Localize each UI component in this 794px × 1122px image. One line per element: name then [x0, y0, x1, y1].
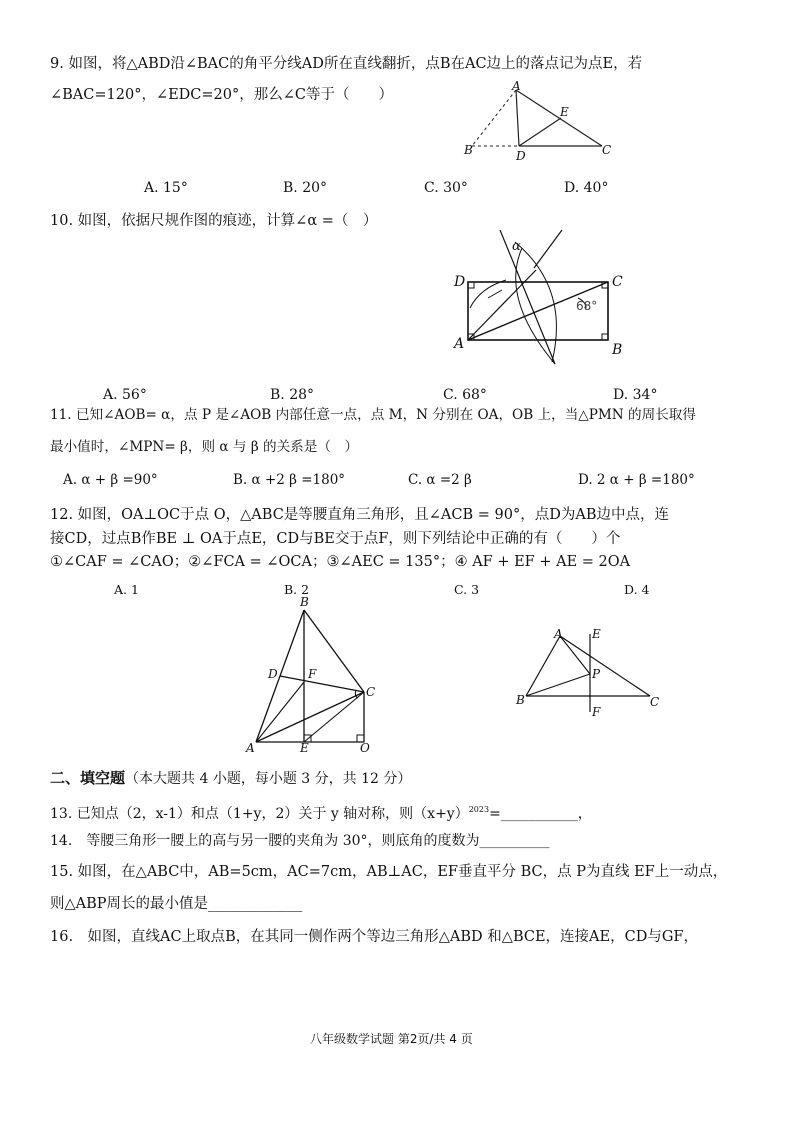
page-footer: 八年级数学试题 第2页/共 4 页 — [310, 1032, 473, 1046]
q9-seg-de — [519, 118, 561, 146]
q13-line — [50, 801, 592, 823]
q10-bisector — [468, 270, 536, 340]
q12-seg-ec — [304, 692, 364, 742]
q9-line1: 9. 如图，将△ABD沿∠BAC的角平分线AD所在直线翻折，点B在AC边上的落点记为点E，若 — [50, 56, 643, 72]
q12-line1: 12. 如图，OA⊥OC于点 O，△ABC是等腰直角三角形，且∠ACB = 90°，点D为AB边中点，连 — [50, 507, 669, 523]
q10-option-b: B. 28° — [270, 387, 315, 403]
q9-label-b: B — [464, 143, 473, 157]
q11-line2: 最小值时，∠MPN= β，则 α 与 β 的关系是（ ） — [50, 439, 359, 455]
q9-label-a: A — [512, 79, 521, 93]
q15-line1: 15. 如图，在△ABC中，AB=5cm，AC=7cm，AB⊥AC，EF垂直平分 BC，点 P为直线 EF上一动点， — [50, 864, 728, 880]
q15-seg-ap — [560, 636, 590, 674]
q12-label-e: E — [300, 741, 309, 755]
q13-text: 13. 已知点（2，x-1）和点（1+y，2）关于 y 轴对称，则（x+y） — [50, 806, 469, 822]
q10-figure — [450, 228, 640, 368]
q15-seg-ac — [560, 636, 650, 696]
q10-label-b: B — [612, 342, 623, 358]
q14-line: 14. 等腰三角形一腰上的高与另一腰的夹角为 30°，则底角的度数为__________ — [50, 833, 550, 849]
q9-option-b: B. 20° — [283, 180, 328, 196]
q10-option-a: A. 56° — [103, 387, 147, 403]
q15-label-a: A — [554, 627, 563, 641]
q10-arc-a — [470, 280, 506, 308]
q10-option-c: C. 68° — [443, 387, 487, 403]
q9-figure — [462, 80, 612, 162]
q11-option-b: B. α +2 β =180° — [233, 472, 346, 488]
q12-label-o: O — [360, 741, 370, 755]
q11-option-d: D. 2 α + β =180° — [578, 472, 695, 488]
q15-label-e: E — [592, 627, 601, 641]
q12-option-d: D. 4 — [624, 582, 650, 597]
q9-option-c: C. 30° — [424, 180, 468, 196]
q9-line2: ∠BAC=120°，∠EDC=20°，那么∠C等于（ ） — [50, 87, 393, 103]
section-desc: （本大题共 4 小题，每小题 3 分，共 12 分） — [125, 771, 412, 787]
q10-label-alpha: α — [512, 239, 521, 254]
q13-exponent: 2023 — [468, 805, 490, 814]
q9-option-a: A. 15° — [144, 180, 188, 196]
section-title: 二、填空题 — [50, 769, 126, 787]
q15-label-c: C — [650, 695, 660, 709]
q15-figure — [512, 624, 662, 720]
q9-label-e: E — [560, 105, 569, 119]
q11-option-c: C. α =2 β — [408, 472, 472, 488]
q10-label-c: C — [612, 274, 623, 290]
q12-option-b: B. 2 — [284, 582, 310, 597]
q9-seg-ab — [472, 90, 516, 146]
q12-option-a: A. 1 — [114, 582, 139, 597]
q12-label-f: F — [308, 667, 317, 681]
q12-line3: ①∠CAF = ∠CAO；②∠FCA = ∠OCA；③∠AEC = 135°；④ AF + EF + AE = 2OA — [50, 554, 631, 570]
q13-tail: =___________， — [489, 806, 592, 822]
q12-label-d: D — [268, 667, 278, 681]
q15-seg-bp — [526, 674, 590, 696]
q12-label-b: B — [300, 595, 309, 609]
q12-label-a: A — [246, 741, 255, 755]
q10-line1: 10. 如图，依据尺规作图的痕迹，计算∠α =（ ） — [50, 213, 378, 229]
q10-label-a: A — [454, 336, 465, 352]
q11-option-a: A. α + β =90° — [63, 472, 158, 488]
q10-label-d: D — [454, 274, 466, 290]
q9-seg-ad — [516, 90, 519, 146]
q12-option-c: C. 3 — [454, 582, 480, 597]
q15-label-p: P — [592, 667, 601, 681]
q9-seg-ac — [516, 90, 602, 146]
q12-label-c: C — [366, 685, 376, 699]
section-fill-in-title — [50, 767, 411, 788]
q9-label-c: C — [602, 143, 612, 157]
q15-seg-ab — [526, 636, 560, 696]
q10-option-d: D. 34° — [613, 387, 658, 403]
q9-label-d: D — [516, 149, 526, 163]
q12-seg-af — [256, 682, 304, 742]
q15-label-f: F — [592, 705, 601, 719]
q10-label-68: 68° — [576, 299, 598, 313]
q15-line2: 则△ABP周长的最小值是_____________ — [50, 896, 303, 912]
q12-figure — [242, 596, 382, 756]
q12-line2: 接CD，过点B作BE ⊥ OA于点E，CD与BE交于点F，则下列结论中正确的有（ ）个 — [50, 531, 621, 547]
q10-arc-right — [515, 242, 556, 362]
q9-option-d: D. 40° — [564, 180, 609, 196]
q16-line1: 16. 如图，直线AC上取点B，在其同一侧作两个等边三角形△ABD 和△BCE，连接AE，CD与GF， — [50, 929, 698, 945]
q12-seg-cd — [280, 676, 364, 692]
q11-line1: 11. 已知∠AOB= α，点 P 是∠AOB 内部任意一点，点 M，N 分别在 OA，OB 上，当△PMN 的周长取得 — [50, 407, 696, 423]
q15-label-b: B — [516, 693, 525, 707]
